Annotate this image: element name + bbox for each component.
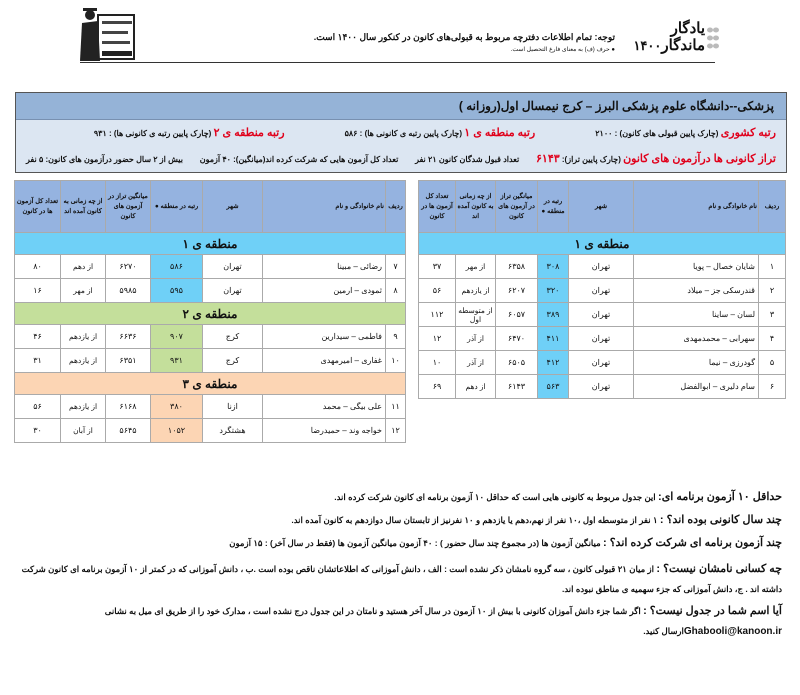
table-header <box>15 181 406 233</box>
table-row <box>419 255 786 279</box>
region-rank: ۳۲۰ <box>538 279 569 303</box>
city: تهران <box>569 303 634 327</box>
total-exams: ۱۱۲ <box>419 303 456 327</box>
col-row: ردیف <box>759 181 786 233</box>
col-since: از چه زمانی به کانون آمده اند <box>61 181 106 233</box>
average-taraz: ۶۲۷۰ <box>106 255 151 279</box>
city: تهران <box>569 351 634 375</box>
email-link[interactable]: Ghabooli@kanoon.ir <box>683 626 782 637</box>
total-exams: ۱۶ <box>15 279 61 303</box>
joined-since: از دهم <box>61 255 106 279</box>
joined-since: از مهر <box>456 255 496 279</box>
row-number: ۹ <box>386 325 406 349</box>
joined-since: از مهر <box>61 279 106 303</box>
region-rank: ۱۰۵۲ <box>151 419 203 443</box>
table-row <box>419 303 786 327</box>
col-count: تعداد کل آزمون ها در کانون <box>419 181 456 233</box>
region-header <box>419 233 786 255</box>
city: تهران <box>203 279 263 303</box>
average-taraz: ۶۳۵۸ <box>496 255 538 279</box>
program-title: پزشکی--دانشگاه علوم پزشکی البرز – کرج نیمسال اول(روزانه ) <box>16 93 786 120</box>
average-taraz: ۵۹۸۵ <box>106 279 151 303</box>
over-two-years: بیش از ۲ سال حضور درآزمون های کانون: ۵ نفر <box>26 154 183 164</box>
joined-since: از متوسطه اول <box>456 303 496 327</box>
region-rank: ۳۸۹ <box>538 303 569 327</box>
region-label: منطقه ی ۳ <box>15 373 406 395</box>
taraz-info: تراز کانونی ها درآزمون های کانون (چارک پایین تراز): ۶۱۴۳ <box>536 152 776 165</box>
joined-since: از آذر <box>456 327 496 351</box>
average-taraz: ۶۱۴۳ <box>496 375 538 399</box>
results-table-left <box>14 180 406 443</box>
region2-rank: رتبه منطقه ی ۲ (چارک پایین رتبه ی کانونی ها) : ۹۳۱ <box>93 126 285 139</box>
notice-subtext: ● حرف (ف) به معنای فارغ التحصیل است. <box>510 47 615 53</box>
total-exams: ۳۱ <box>15 349 61 373</box>
kanoon-logo <box>78 5 136 63</box>
city: تهران <box>569 375 634 399</box>
average-taraz: ۵۶۴۵ <box>106 419 151 443</box>
region-rank: ۳۰۸ <box>538 255 569 279</box>
city: هشتگرد <box>203 419 263 443</box>
header-divider <box>80 62 715 63</box>
row-number: ۱۰ <box>386 349 406 373</box>
total-exams: ۵۶ <box>419 279 456 303</box>
average-taraz: ۶۰۵۷ <box>496 303 538 327</box>
city: تهران <box>569 279 634 303</box>
total-exams: ۳۰ <box>15 419 61 443</box>
region-header <box>15 373 406 395</box>
student-name: لسان – ساینا <box>634 303 759 327</box>
notes-section <box>12 490 782 650</box>
total-exams: ۵۶ <box>15 395 61 419</box>
student-name: سهرابی – محمدمهدی <box>634 327 759 351</box>
brand-line2: ماندگار <box>661 37 705 54</box>
note-4: چه کسانی نامشان نیست؟ : از میان ۲۱ قبولی کانون ، سه گروه نامشان ذکر نشده است : الف ، دانش آموزانی که اطلاعاتشان ناقص بوده است .ب ، دانش آموزانی که در کمتر از ۱۰ آزمون برنامه ای کانون شرکت داشته اند . ج، دانش آموزانی که جزء سهمیه ی مناطق نبوده اند. <box>21 563 782 594</box>
national-rank: رتبه کشوری (چارک پایین قبولی های کانون) : ۲۱۰۰ <box>595 126 776 139</box>
accepted-count: تعداد قبول شدگان کانون ۲۱ نفر <box>415 154 520 164</box>
student-name: شایان خصال – پویا <box>634 255 759 279</box>
region-label: منطقه ی ۲ <box>15 303 406 325</box>
row-number: ۱ <box>759 255 786 279</box>
student-name: غفاری – امیرمهدی <box>263 349 386 373</box>
joined-since: از یازدهم <box>61 349 106 373</box>
city: تهران <box>569 255 634 279</box>
col-city: شهر <box>569 181 634 233</box>
table-row <box>15 349 406 373</box>
exams-count: تعداد کل آزمون هایی که شرکت کرده اند(میانگین): ۴۰ آزمون <box>199 154 399 164</box>
city: ازنا <box>203 395 263 419</box>
row-number: ۱۱ <box>386 395 406 419</box>
col-rank: رتبه در منطقه ● <box>538 181 569 233</box>
brand-logo <box>625 20 705 54</box>
table-row <box>419 327 786 351</box>
region-rank: ۵۶۳ <box>538 375 569 399</box>
note-5: آیا اسم شما در جدول نیست؟ : اگر شما جزء دانش آموزان کانونی با بیش از ۱۰ آزمون در سال آخر هستید و نامتان در این جدول درج نشده است ، مدارک خود را از طریق ای میل به نشانی Ghabooli@kanoon.irارسال کنید. <box>104 605 782 637</box>
info-box <box>15 92 787 173</box>
total-exams: ۱۲ <box>419 327 456 351</box>
row-number: ۶ <box>759 375 786 399</box>
student-name: خواجه وند – حمیدرضا <box>263 419 386 443</box>
col-rank: رتبه در منطقه ● <box>151 181 203 233</box>
student-name: سام دلیری – ابوالفضل <box>634 375 759 399</box>
student-name: گودرزی – نیما <box>634 351 759 375</box>
joined-since: از آذر <box>456 351 496 375</box>
total-exams: ۱۰ <box>419 351 456 375</box>
total-exams: ۴۶ <box>15 325 61 349</box>
region1-rank: رتبه منطقه ی ۱ (چارک پایین رتبه ی کانونی ها) : ۵۸۶ <box>344 126 536 139</box>
note-1: حداقل ۱۰ آزمون برنامه ای: این جدول مربوط به کانونی هایی است که حداقل ۱۰ آزمون برنامه ای کانون شرکت کرده اند. <box>334 491 782 503</box>
col-name: نام خانوادگی و نام <box>263 181 386 233</box>
table-header <box>419 181 786 233</box>
row-number: ۸ <box>386 279 406 303</box>
region-rank: ۵۹۵ <box>151 279 203 303</box>
table-row <box>15 395 406 419</box>
total-exams: ۶۹ <box>419 375 456 399</box>
row-number: ۷ <box>386 255 406 279</box>
region-header <box>15 233 406 255</box>
average-taraz: ۶۳۵۱ <box>106 349 151 373</box>
table-row <box>419 351 786 375</box>
student-name: علی بیگی – محمد <box>263 395 386 419</box>
student-name: فاطمی – سیدارین <box>263 325 386 349</box>
note-3: چند آزمون برنامه ای شرکت کرده اند؟ : میانگین آزمون ها (در مجموع چند سال حضور ) : ۴۰ آزمون میانگین آزمون ها (فقط در سال آخر) : ۱۵ آزمون <box>229 537 782 549</box>
joined-since: از دهم <box>456 375 496 399</box>
average-taraz: ۶۱۶۸ <box>106 395 151 419</box>
brand-line1: یادگار <box>670 20 705 37</box>
note-2: چند سال کانونی بوده اند؟ : ۱ نفر از متوسطه اول ،۱۰ نفر از نهم،دهم یا یازدهم و ۱۰ نفرنیز از تابستان سال دوازدهم به کانون آمده اند. <box>291 514 782 526</box>
student-name: ثمودی – ارمین <box>263 279 386 303</box>
results-table-right <box>418 180 786 399</box>
row-number: ۲ <box>759 279 786 303</box>
region-header <box>15 303 406 325</box>
col-avg: میانگین تراز در آزمون های کانون <box>496 181 538 233</box>
col-since: از چه زمانی به کانون آمده اند <box>456 181 496 233</box>
row-number: ۴ <box>759 327 786 351</box>
joined-since: از یازدهم <box>61 395 106 419</box>
student-name: رضائی – مبینا <box>263 255 386 279</box>
table-row <box>15 419 406 443</box>
table-row <box>419 279 786 303</box>
region-rank: ۹۳۱ <box>151 349 203 373</box>
joined-since: از یازدهم <box>456 279 496 303</box>
student-name: قندرسکی جز – میلاد <box>634 279 759 303</box>
average-taraz: ۶۶۳۶ <box>106 325 151 349</box>
row-number: ۵ <box>759 351 786 375</box>
table-row <box>419 375 786 399</box>
city: تهران <box>203 255 263 279</box>
average-taraz: ۶۴۷۰ <box>496 327 538 351</box>
table-row <box>15 255 406 279</box>
row-number: ۳ <box>759 303 786 327</box>
row-number: ۱۲ <box>386 419 406 443</box>
region-rank: ۴۱۲ <box>538 351 569 375</box>
col-row: ردیف <box>386 181 406 233</box>
table-row <box>15 325 406 349</box>
table-row <box>15 279 406 303</box>
total-exams: ۸۰ <box>15 255 61 279</box>
region-label: منطقه ی ۱ <box>419 233 786 255</box>
col-count: تعداد کل آزمون ها در کانون <box>15 181 61 233</box>
col-name: نام خانوادگی و نام <box>634 181 759 233</box>
region-rank: ۵۸۶ <box>151 255 203 279</box>
city: کرج <box>203 325 263 349</box>
region-rank: ۹۰۷ <box>151 325 203 349</box>
email-suffix: ارسال کنید. <box>643 626 684 636</box>
total-exams: ۳۷ <box>419 255 456 279</box>
joined-since: از یازدهم <box>61 325 106 349</box>
joined-since: از آبان <box>61 419 106 443</box>
average-taraz: ۶۲۰۷ <box>496 279 538 303</box>
brand-year: ۱۴۰۰ <box>633 38 662 53</box>
col-avg: میانگین تراز در آزمون های کانون <box>106 181 151 233</box>
average-taraz: ۶۵۰۵ <box>496 351 538 375</box>
col-city: شهر <box>203 181 263 233</box>
region-rank: ۳۸۰ <box>151 395 203 419</box>
leaf-icon <box>706 26 720 52</box>
city: کرج <box>203 349 263 373</box>
notice-text: توجه: تمام اطلاعات دفترچه مربوط به قبولی‌های کانون در کنکور سال ۱۴۰۰ است. <box>313 32 615 42</box>
city: تهران <box>569 327 634 351</box>
region-rank: ۴۱۱ <box>538 327 569 351</box>
region-label: منطقه ی ۱ <box>15 233 406 255</box>
